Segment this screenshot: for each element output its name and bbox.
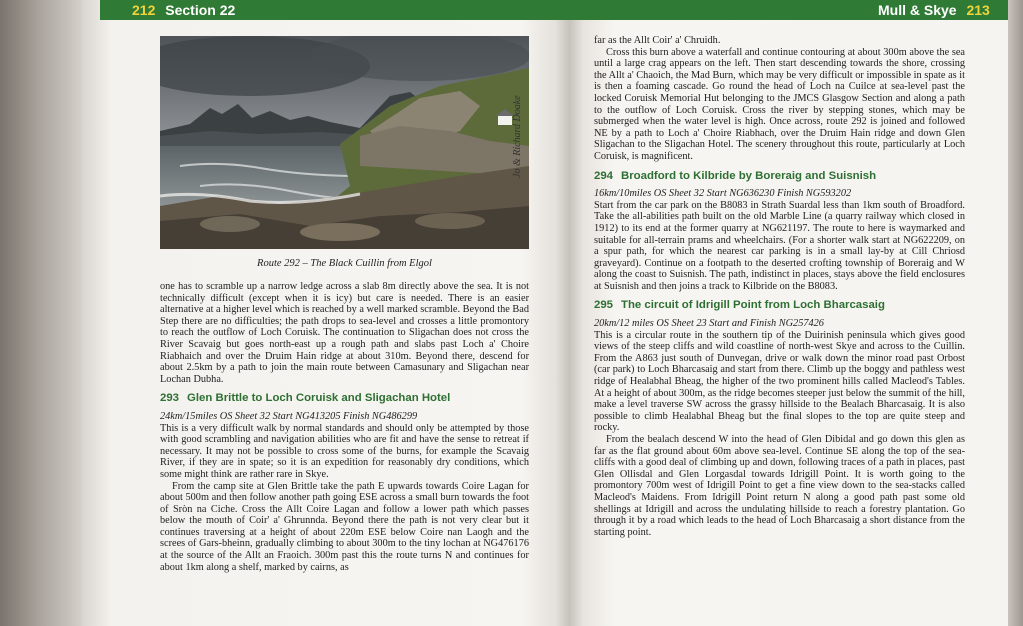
right-page-number: 213 xyxy=(966,2,990,18)
route-295-paragraph-1: This is a circular route in the southern tip of the Duirinish peninsula which gives good views of the steep cliffs and wild coastline of north-west Skye and across to the Cuillin. From the A863 just south of Dunvegan, drive or walk down the minor road past Orbost (car park) to Loch Bharcasaig and start from there. Climb up the boggy and pathless west ridge of Healabhal Bheag, the higher of the two prominent hills called Macleod's Tables. At a height of about 300m, as the ridge becomes steeper just below the summit of the hill, make a level traverse SW across the grassy hillside to the Bealach Bharcasaig. It is also possible to climb Healabhal Bheag but the final slopes to the top are quite steep and rocky. xyxy=(594,329,965,434)
route-295-heading xyxy=(594,300,965,312)
right-text-column xyxy=(594,35,965,538)
route-294-heading xyxy=(594,171,965,183)
page-stack-right xyxy=(1008,0,1023,626)
right-book-title: Mull & Skye xyxy=(878,2,957,18)
left-section-title: Section 22 xyxy=(165,2,236,18)
route-293-continuation: Cross this burn above a waterfall and continue contouring at about 300m above the sea until a large crag appears on the left. Then start descending towards the shore, crossing the Allt a' Chaoich, the Mad Burn, which may be very difficult or impossible in spate as it is then a foaming cascade. Go round the head of Loch na Cuilce at sea-level past the locked Coruisk Memorial Hut belonging to the JMCS Glasgow Section and along a path to the outflow of Loch Coruisk. Cross the river by stepping stones, which may be submerged when the water level is high. Once across, route 292 is joined and followed NE by a path to Loch a' Choire Riabhach, over the Druim Hain ridge and down Glen Sligachan to the Sligachan Hotel. The scenery throughout this route, particularly at Loch Coruisk, is magnificent. xyxy=(594,46,965,162)
route-293-heading xyxy=(160,393,529,405)
route-number: 293 xyxy=(160,392,180,405)
left-running-header xyxy=(132,1,235,19)
route-title: The circuit of Idrigill Point from Loch Bharcasaig xyxy=(621,299,885,312)
route-294-meta: 16km/10miles OS Sheet 32 Start NG636230 Finish NG593202 xyxy=(594,188,852,200)
left-text-column xyxy=(160,281,529,573)
route-293-meta: 24km/15miles OS Sheet 32 Start NG413205 Finish NG486299 xyxy=(160,410,418,422)
route-title: Glen Brittle to Loch Coruisk and Sligachan Hotel xyxy=(187,392,451,405)
route-293-continuation-line: far as the Allt Coir' a' Chruidh. xyxy=(594,35,721,46)
route-295-meta: 20km/12 miles OS Sheet 23 Start and Finish NG257426 xyxy=(594,318,824,330)
route-293-paragraph-2: From the camp site at Glen Brittle take the path E upwards towards Coire Lagan for about 500m and then follow another path going ESE across a small burn towards the foot of Sròn na Ciche. Cross the Allt Coire Lagan and follow a lower path which passes below the mouth of Coir' a' Ghrunnda. Beyond there the path is not very clear but it continues traversing at a height of about 220m ESE below Coire nan Laogh and the screes of Gars-bheinn, gradually climbing to about 300m to the tiny lochan at NG476176 at the source of the Allt an Fraoich. 300m past this the route turns N and continues for about 1km along a shelf, marked by cairns, as xyxy=(160,480,529,573)
route-title: Broadford to Kilbride by Boreraig and Suisnish xyxy=(621,169,877,182)
route-number: 295 xyxy=(594,299,614,312)
left-page-number: 212 xyxy=(132,2,156,18)
photo-black-cuillin xyxy=(160,36,529,249)
route-295-paragraph-2: From the bealach descend W into the head of Glen Dibidal and go down this glen as far as the flat ground about 60m above sea-level. Continue SE along the top of the sea-cliffs with a good deal of climbing up and down, following traces of a path in places, past Glen Ollisdal and Glen Lorgasdal towards Idrigill Point. It is worth going to the promontory 700m west of Idrigill Point to get a fine view down to the sea-stacks called Macleod's Maidens. From Idrigill Point return N along a good path past some old shellings at Idrigill and across the undulating hillside to reach a forestry plantation. Go through it by a road which leads to the head of Loch Bharcasaig a short distance from the starting point. xyxy=(594,434,965,538)
photo-credit: Jo & Richard Doake xyxy=(512,95,523,178)
route-number: 294 xyxy=(594,169,614,182)
route-292-continuation: one has to scramble up a narrow ledge across a slab 8m directly above the sea. It is not technically difficult (except when it is icy) but care is needed. There is an easier alternative at a higher level which is reached by a well marked scramble. Beyond the Bad Step there are no difficulties; the path drops to sea-level and crosses a little promontory to reach the outflow of Loch Coruisk. The continuation to Sligachan does not cross the River Scavaig but goes north-east up a rough path and slabs past Loch a' Choire Riabhaich and over the Druim Hain ridge at about 310m. Beyond there, descend for about 2.5km by a path to join the main route between Camasunary and Sligachan near Lochan Dubha. xyxy=(160,281,529,385)
route-293-paragraph-1: This is a very difficult walk by normal standards and should only be attempted by those with good scrambling and navigation abilities who are fit and have the sense to retreat if necessary. It may not be possible to cross some of the burns, for example the Scavaig River, if they are in spate; so it is an expedition for reasonably dry conditions, which some might think are rather rare in Skye. xyxy=(160,422,529,480)
route-294-paragraph-1: Start from the car park on the B8083 in Strath Suardal less than 1km south of Broadford. Take the all-abilities path built on the old Marble Line (a quarry railway which closed in 1912) to its end at the former quarry at NG621197. The route to here is waymarked and suitable for all-terrain prams and wheelchairs. (For a shorter walk start at NG622209, on a spur path, for which the nearest car parking is in a small lay-by at Cill Chriosd graveyard). Continue on a footpath to the deserted crofting township of Boreraig and W along the coast to Suisnish. The path, indistinct in places, stays above the field enclosures at Suisnish and then joins a track to Kilbride on the B8083. xyxy=(594,199,965,292)
right-running-header xyxy=(878,1,990,19)
photo-caption: Route 292 – The Black Cuillin from Elgol xyxy=(257,258,432,269)
page-stack-left xyxy=(0,0,95,626)
